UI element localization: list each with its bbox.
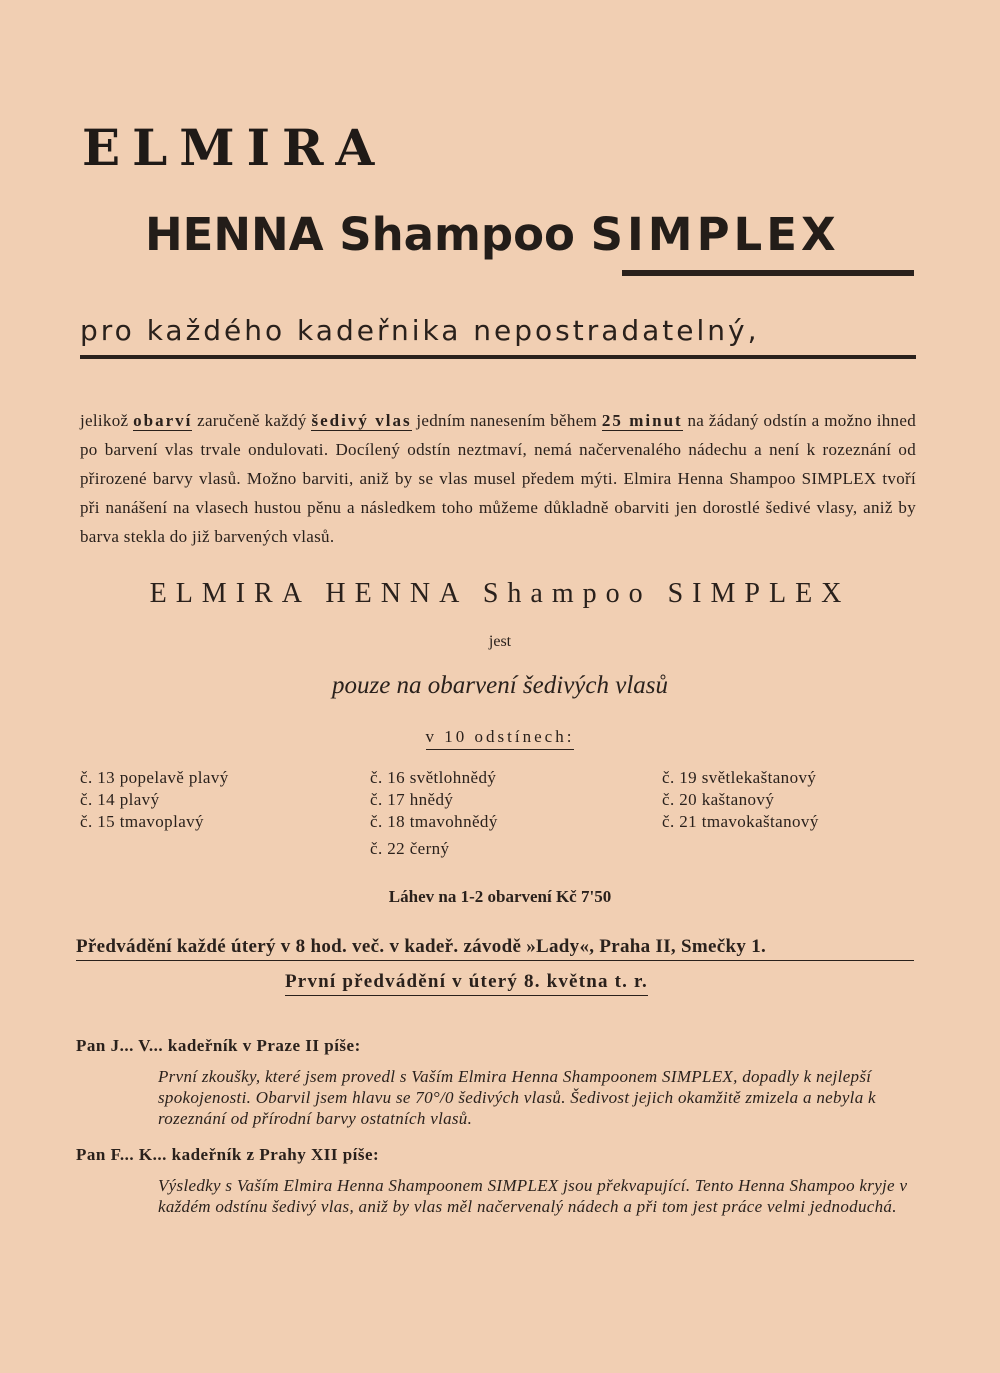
first-demo-announcement: První předvádění v úterý 8. května t. r. — [285, 971, 648, 996]
shades-heading — [0, 727, 1000, 747]
shade-item: č. 21 tmavokaštanový — [662, 812, 819, 831]
headline-underline — [622, 270, 914, 276]
testimonial-quote-2: Výsledky s Vaším Elmira Henna Shampoonem SIMPLEX jsou překvapující. Tento Henna Shampoo kryje v každém odstínu šedivý vlas, aniž by vlas měl načervenalý nádech a při tom jest práce velmi jednoduchá. — [158, 1176, 908, 1216]
shades-heading-text: v 10 odstínech: — [426, 727, 575, 750]
intro-highlight-obarvi: obarví — [133, 411, 193, 430]
intro-text-3: jedním nanesením během — [416, 411, 598, 430]
headline-simplex: SIMPLEX — [590, 208, 840, 261]
brand-title: ELMIRA — [82, 118, 387, 177]
shade-item: č. 17 hnědý — [370, 790, 454, 809]
shade-item: č. 20 kaštanový — [662, 790, 775, 809]
shade-item: č. 18 tmavohnědý — [370, 812, 498, 831]
price-line: Láhev na 1-2 obarvení Kč 7'50 — [388, 887, 612, 906]
testimonial-author-2: Pan F... K... kadeřník z Prahy XII píše: — [76, 1145, 380, 1164]
testimonial-author-1: Pan J... V... kadeřník v Praze II píše: — [76, 1036, 361, 1055]
product-headline — [145, 208, 840, 261]
subheadline: pro každého kadeřnika nepostradatelný, — [80, 314, 760, 347]
shades-column-3 — [662, 767, 819, 833]
purpose-line: pouze na obarvení šedivých vlasů — [331, 672, 669, 699]
shade-item: č. 13 popelavě plavý — [80, 768, 229, 787]
subheadline-underline — [80, 355, 916, 359]
shade-item: č. 19 světlekaštanový — [662, 768, 817, 787]
shade-item-22: č. 22 černý — [370, 839, 450, 858]
intro-highlight-sedivy-vlas: šedivý vlas — [311, 411, 412, 430]
headline-henna-shampoo: HENNA Shampoo — [145, 208, 575, 261]
intro-text-2: zaručeně každý — [197, 411, 307, 430]
jest-text: jest — [488, 633, 512, 650]
shade-item: č. 15 tmavoplavý — [80, 812, 204, 831]
testimonial-quote-1: První zkoušky, které jsem provedl s Vaším Elmira Henna Shampoonem SIMPLEX, dopadly k nejlepší spokojenosti. Obarvil jsem hlavu se 70°/0 šedivých vlasů. Šedivost jejich okamžitě zmizela a nebyla k rozeznání od přírodní barvy ostatních vlasů. — [158, 1067, 876, 1128]
intro-paragraph — [80, 406, 916, 551]
demo-announcement: Předvádění každé úterý v 8 hod. več. v kadeř. závodě »Lady«, Praha II, Smečky 1. — [76, 936, 914, 961]
product-name-spaced: ELMIRA HENNA Shampoo SIMPLEX — [149, 578, 851, 609]
intro-text-4: na žádaný odstín a možno ihned po barvení vlas trvale ondulovati. Docílený odstín neztmaví, nemá načervenalého nádechu a není k rozeznání od přirozené barvy vlasů. Možno barviti, aniž by se vlas musel předem mýti. Elmira Henna Shampoo SIMPLEX tvoří při nanášení na vlasech hustou pěnu a následkem toho můžeme důkladně obarviti jen dorostlé šedivé vlasy, aniž by barva stekla do již barvených vlasů. — [80, 411, 917, 546]
shade-item: č. 16 světlohnědý — [370, 768, 497, 787]
shades-column-2 — [370, 767, 498, 833]
intro-text-1: jelikož — [80, 411, 129, 430]
shades-column-1 — [80, 767, 229, 833]
shade-item: č. 14 plavý — [80, 790, 160, 809]
intro-highlight-25-minut: 25 minut — [601, 411, 683, 430]
